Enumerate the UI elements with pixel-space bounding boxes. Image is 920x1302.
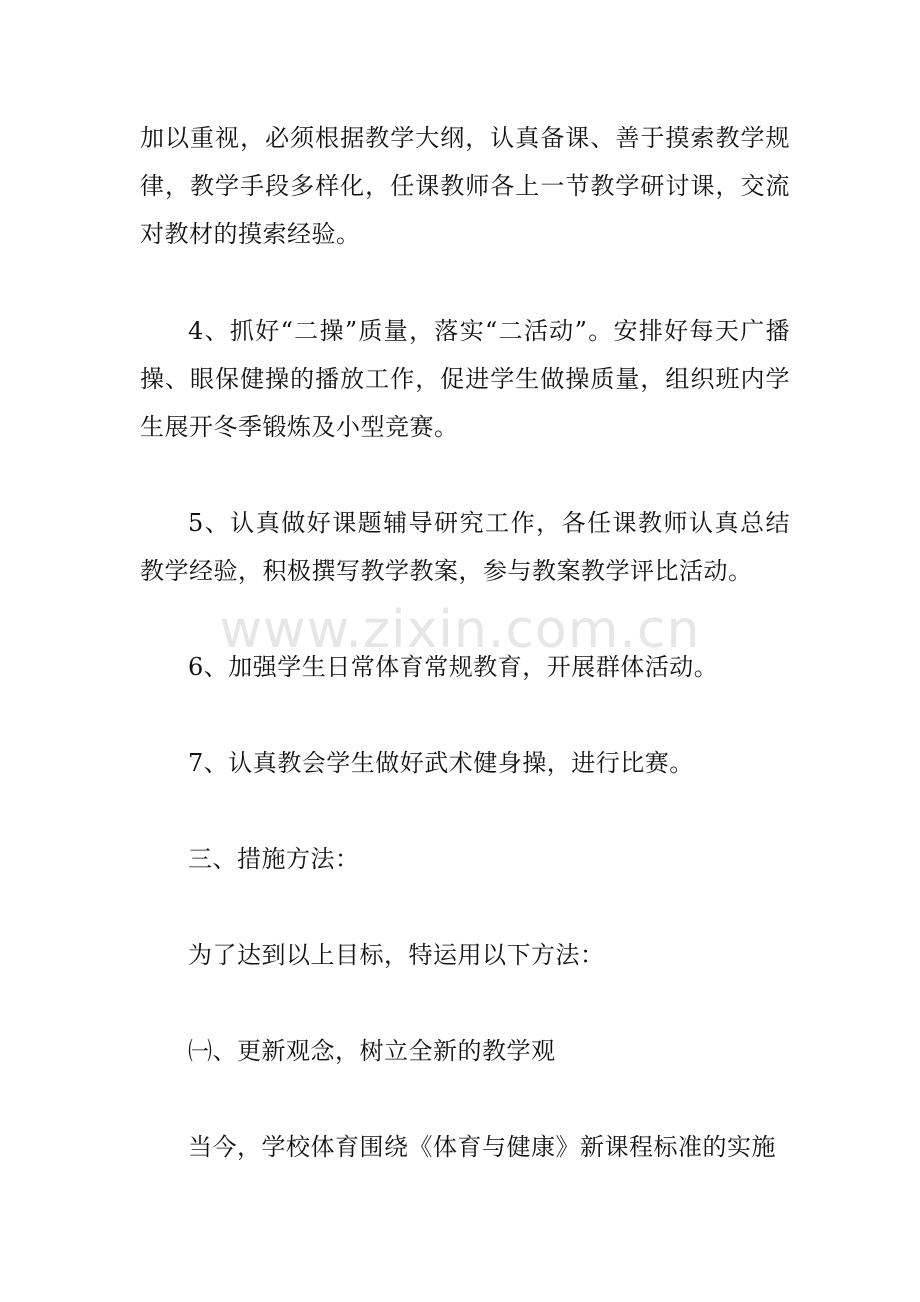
paragraph-item-5: 5、认真做好课题辅导研究工作，各任课教师认真总结教学经验，积极撰写教学教案，参与教案教学评比活动。 (140, 509, 790, 585)
subheading-update-concepts: ㈠、更新观念，树立全新的教学观 (188, 1037, 556, 1065)
paragraph-current-pe: 当今，学校体育围绕《体育与健康》新课程标准的实施 (188, 1133, 776, 1161)
section-heading-measures: 三、措施方法： (188, 845, 360, 873)
paragraph-item-6: 6、加强学生日常体育常规教育，开展群体活动。 (188, 653, 719, 681)
paragraph-intro-methods: 为了达到以上目标，特运用以下方法： (188, 941, 605, 969)
paragraph-item-7: 7、认真教会学生做好武术健身操，进行比赛。 (188, 749, 694, 777)
paragraph-item-4: 4、抓好“二操”质量，落实“二活动”。安排好每天广播操、眼保健操的播放工作，促进学生做操质量，组织班内学生展开冬季锻炼及小型竞赛。 (140, 317, 790, 441)
paragraph-continuation: 加以重视，必须根据教学大纲，认真备课、善于摸索教学规律，教学手段多样化，任课教师各上一节教学研讨课，交流对教材的摸索经验。 (140, 124, 790, 248)
watermark: www.zixin.com.cn (219, 600, 701, 660)
